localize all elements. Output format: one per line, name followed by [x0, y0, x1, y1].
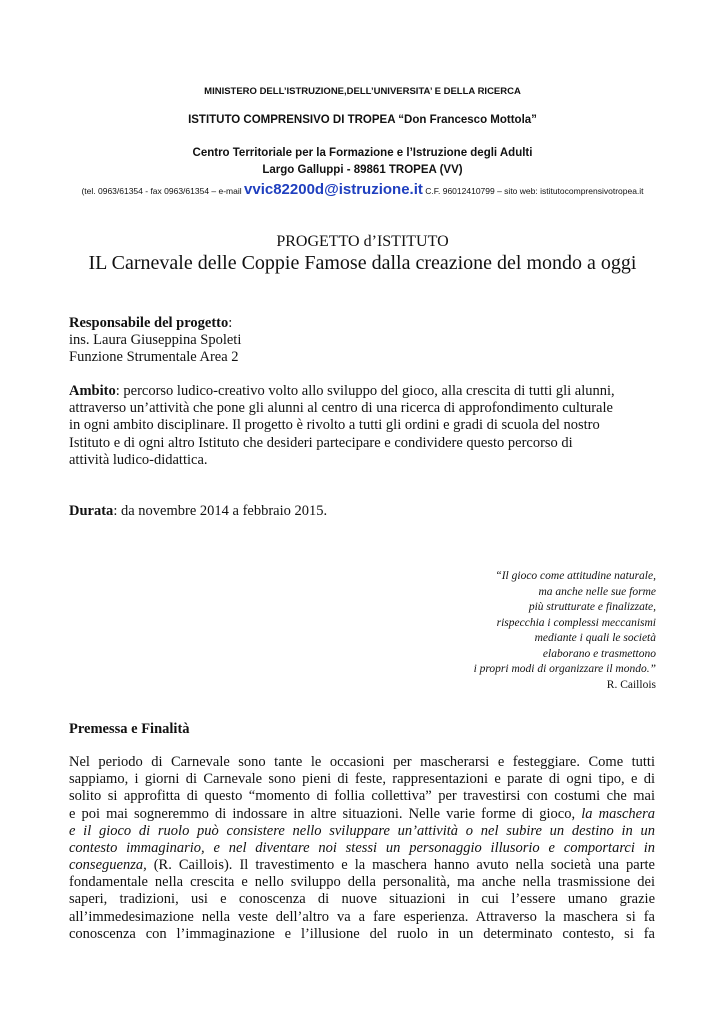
- center-heading: Centro Territoriale per la Formazione e l’Istruzione degli Adulti: [192, 147, 533, 159]
- quote-line: mediante i quali le società: [534, 632, 656, 644]
- premessa-line-10: all’immedesimazione nella veste dell’altro va a fare esperienza. Attraverso la maschera si fa: [69, 909, 655, 925]
- contacts-suffix: C.F. 96012410799 – sito web: istitutocomprensivotropea.it: [422, 186, 644, 196]
- premessa-line-6: contesto immaginario, e nel diventare noi stessi un personaggio illusorio e comportarci in: [69, 840, 655, 856]
- address-line: Largo Galluppi - 89861 TROPEA (VV): [262, 164, 463, 176]
- caillois-quote: [380, 569, 656, 693]
- durata-label: Durata: [69, 503, 114, 519]
- ministry-heading: MINISTERO DELL’ISTRUZIONE,DELL’UNIVERSITA’ E DELLA RICERCA: [204, 86, 521, 97]
- quote-line: “Il gioco come attitudine naturale,: [495, 570, 656, 582]
- school-heading: ISTITUTO COMPRENSIVO DI TROPEA “Don Francesco Mottola”: [188, 114, 537, 126]
- quote-line: elaborano e trasmettono: [542, 647, 656, 660]
- ambito-line-4: Istituto e di ogni altro Istituto che desideri partecipare e condividere questo percorso di: [69, 435, 573, 451]
- ambito-line-2: attraverso un’attività che pone gli alunni al centro di una ricerca di approfondimento culturale: [69, 400, 613, 416]
- premessa-line-8: fondamentale nella crescita e nello sviluppo della personalità, ma anche nella trasmissione dei: [69, 874, 655, 890]
- responsabile-label: Responsabile del progetto: [69, 315, 229, 331]
- responsabile-role: Funzione Strumentale Area 2: [69, 349, 239, 365]
- ambito-label: Ambito: [69, 383, 116, 399]
- premessa-line-11: conoscenza con l’immaginazione e l’illusione del ruolo in un determinato contesto, si fa: [69, 926, 655, 942]
- premessa-heading: Premessa e Finalità: [69, 721, 190, 737]
- premessa-line-3: solito si approfitta di questo “momento di follia collettiva” per travestirsi con costumi che mai: [69, 788, 655, 804]
- premessa-line-1: Nel periodo di Carnevale sono tante le occasioni per mascherarsi e festeggiare. Come tutti: [69, 754, 655, 770]
- premessa-line-5: e il gioco di ruolo può consistere nello sviluppare un’attività o nel subire un destino in un: [69, 823, 655, 839]
- contacts-prefix: (tel. 0963/61354 - fax 0963/61354 – e-mail: [81, 186, 245, 196]
- contacts-line: [70, 181, 655, 198]
- premessa-line-9: saperi, tradizioni, usi e conoscenza di nuove situazioni in cui l’essere umano grazie: [69, 891, 655, 907]
- durata-line: Durata: da novembre 2014 a febbraio 2015.: [69, 503, 328, 519]
- quote-line: i propri modi di organizzare il mondo.”: [473, 663, 656, 675]
- premessa-line-7: conseguenza, (R. Caillois). Il travestimento e la maschera hanno avuto nella società una parte: [69, 857, 655, 873]
- quote-line: ma anche nelle sue forme: [538, 585, 656, 598]
- quote-line: più strutturate e finalizzate,: [528, 601, 656, 613]
- quote-author: R. Caillois: [606, 678, 656, 691]
- responsabile-name: ins. Laura Giuseppina Spoleti: [69, 332, 242, 348]
- project-kicker: PROGETTO d’ISTITUTO: [276, 233, 449, 250]
- ambito-line-5: attività ludico-didattica.: [69, 452, 208, 468]
- quote-line: rispecchia i complessi meccanismi: [496, 616, 656, 629]
- premessa-line-4: e poi mai sogneremmo di indossare in altre situazioni. Nelle varie forme di gioco, la maschera: [69, 806, 655, 822]
- ambito-line-3: in ogni ambito disciplinare. Il progetto è rivolto a tutti gli ordini e gradi di scuola del nostro: [69, 417, 600, 433]
- responsabile-heading: Responsabile del progetto:: [69, 315, 233, 331]
- ambito-line-1: Ambito: percorso ludico-creativo volto allo sviluppo del gioco, alla crescita di tutti gli alunni,: [69, 383, 615, 399]
- email-link[interactable]: vvic82200d@istruzione.it: [244, 181, 423, 198]
- project-title: IL Carnevale delle Coppie Famose dalla creazione del mondo a oggi: [88, 252, 637, 274]
- premessa-line-2: sappiamo, i giorni di Carnevale sono pieni di feste, rappresentazioni e parate di ogni tipo, e di: [69, 771, 655, 787]
